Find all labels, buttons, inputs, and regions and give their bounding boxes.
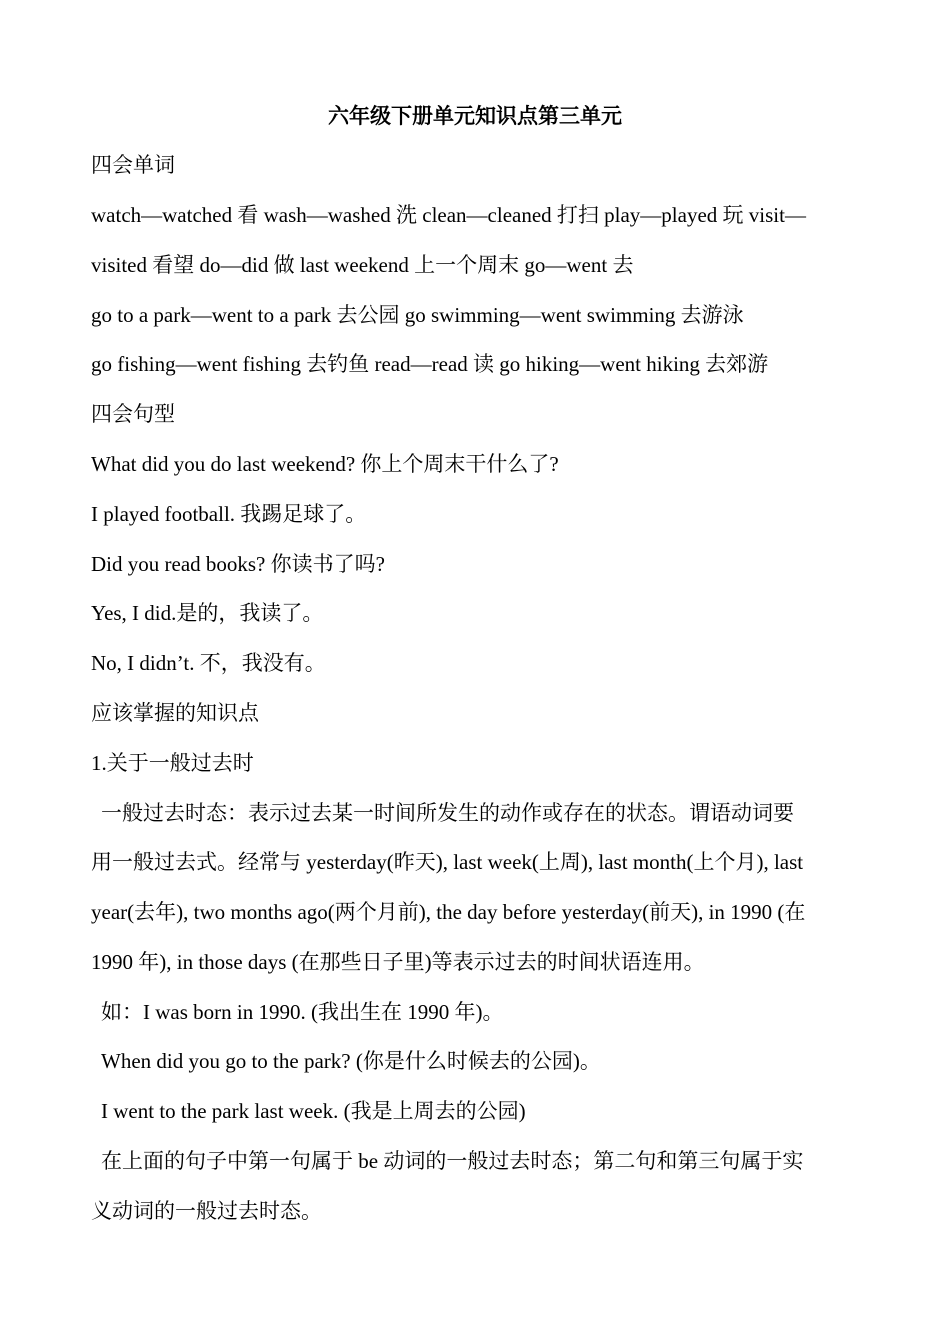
sentence-line: Did you read books? 你读书了吗? <box>91 552 385 576</box>
paragraph-line: 1990 年), in those days (在那些日子里)等表示过去的时间状语连用。 <box>91 950 705 974</box>
subsection-heading: 1.关于一般过去时 <box>91 751 254 775</box>
example-line: 如：I was born in 1990. (我出生在 1990 年)。 <box>101 1000 504 1024</box>
paragraph-line: 义动词的一般过去时态。 <box>91 1199 322 1223</box>
vocabulary-line: go to a park—went to a park 去公园 go swimming—went swimming 去游泳 <box>91 303 744 327</box>
sentence-line: I played football. 我踢足球了。 <box>91 502 367 526</box>
example-line: When did you go to the park? (你是什么时候去的公园)。 <box>101 1049 601 1073</box>
section-heading-sentences: 四会句型 <box>91 402 175 426</box>
sentence-line: No, I didn’t. 不，我没有。 <box>91 651 326 675</box>
section-heading-knowledge: 应该掌握的知识点 <box>91 701 259 725</box>
paragraph-line: 用一般过去式。经常与 yesterday(昨天), last week(上周), last month(上个月), last <box>91 850 804 874</box>
example-line: I went to the park last week. (我是上周去的公园) <box>101 1099 526 1123</box>
section-heading-vocabulary: 四会单词 <box>91 153 175 177</box>
sentence-line: What did you do last weekend? 你上个周末干什么了? <box>91 452 559 476</box>
sentence-line: Yes, I did.是的，我读了。 <box>91 601 324 625</box>
paragraph-line: 一般过去时态：表示过去某一时间所发生的动作或存在的状态。谓语动词要 <box>101 801 794 825</box>
vocabulary-line: go fishing—went fishing 去钓鱼 read—read 读 go hiking—went hiking 去郊游 <box>91 352 769 376</box>
vocabulary-line: watch—watched 看 wash—washed 洗 clean—cleaned 打扫 play—played 玩 visit— <box>91 203 806 227</box>
page-title: 六年级下册单元知识点第三单元 <box>328 104 622 128</box>
paragraph-line: year(去年), two months ago(两个月前), the day before yesterday(前天), in 1990 (在 <box>91 900 806 924</box>
vocabulary-line: visited 看望 do—did 做 last weekend 上一个周末 go—went 去 <box>91 253 634 277</box>
paragraph-line: 在上面的句子中第一句属于 be 动词的一般过去时态；第二句和第三句属于实 <box>101 1149 804 1173</box>
